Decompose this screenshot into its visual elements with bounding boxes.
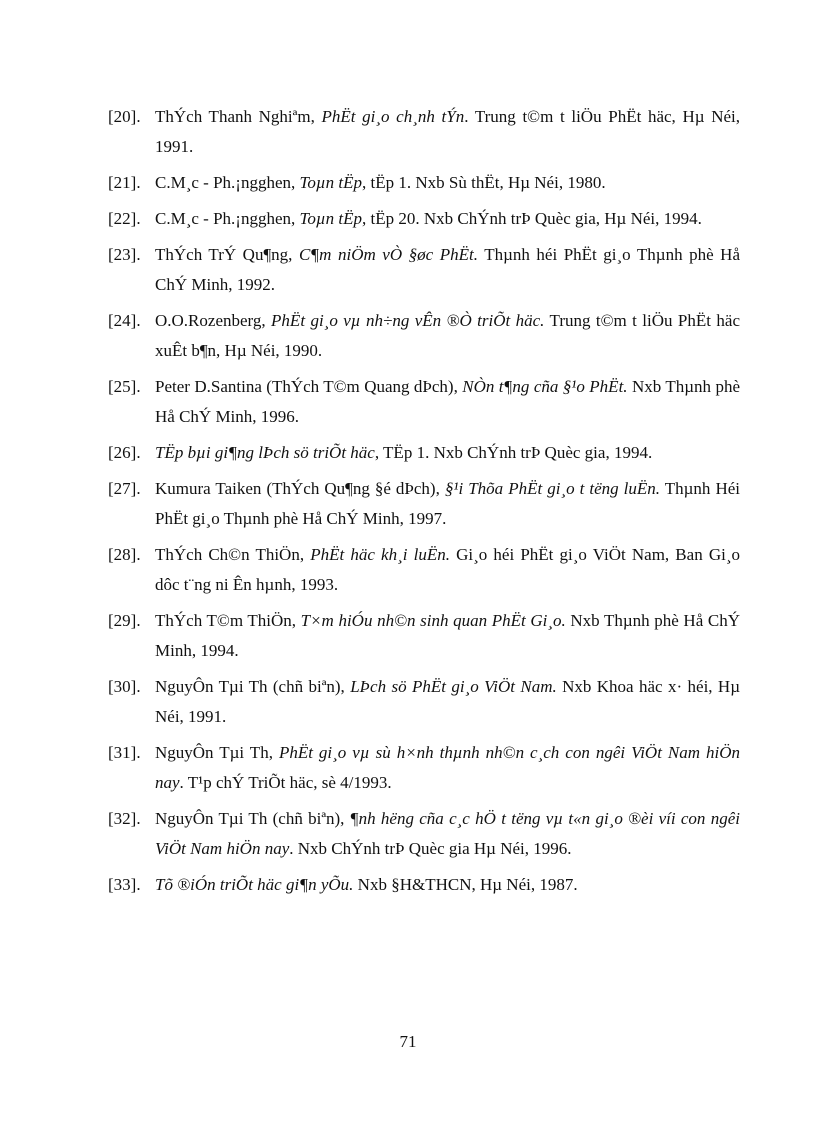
reference-text — [155, 173, 606, 192]
reference-title: PhËt gi¸o ch¸nh tÝn — [321, 107, 465, 126]
reference-title: §¹i Thõa PhËt gi¸o t tëng luËn. — [444, 479, 661, 498]
reference-title: C¶m niÖm vÒ §øc PhËt. — [298, 245, 478, 264]
reference-number: [30]. — [108, 677, 141, 696]
reference-number: [29]. — [108, 611, 141, 630]
reference-item — [108, 240, 740, 300]
reference-title: NÒn t¶ng cña §¹o PhËt. — [462, 377, 628, 396]
reference-publication: . T¹p chÝ TriÕt häc, sè 4/1993. — [179, 773, 392, 792]
reference-publication: Nxb Thµnh phè Hå ChÝ Minh, 1994. — [155, 611, 740, 660]
reference-number: [20]. — [108, 107, 141, 126]
reference-number: [27]. — [108, 479, 141, 498]
reference-publication: Gi¸o héi PhËt gi¸o ViÖt Nam, Ban Gi¸o dôc t¨ng ni Ên hµnh, 1993. — [155, 545, 740, 594]
reference-title: TËp bµi gi¶ng lÞch sö triÕt häc — [155, 443, 375, 462]
reference-number: [22]. — [108, 209, 141, 228]
reference-item — [108, 204, 740, 234]
reference-item — [108, 606, 740, 666]
reference-text — [155, 611, 740, 660]
reference-author: ThÝch Thanh Nghiªm, — [155, 107, 322, 126]
reference-item — [108, 168, 740, 198]
reference-number: [23]. — [108, 245, 141, 264]
reference-text — [155, 209, 702, 228]
reference-item — [108, 306, 740, 366]
reference-number: [24]. — [108, 311, 141, 330]
reference-publication: . Trung t©m t liÖu PhËt häc, Hµ Néi, 1991. — [155, 107, 740, 156]
reference-item — [108, 870, 740, 900]
reference-author: NguyÔn Tµi Th (chñ biªn), — [155, 809, 350, 828]
reference-title: PhËt gi¸o vµ sù h×nh thµnh nh©n c¸ch con ngêi ViÖt Nam hiÖn nay — [155, 743, 741, 792]
reference-title: ¶nh hëng cña c¸c hÖ t tëng vµ t«n gi¸o ®èi víi con ngêi ViÖt Nam hiÖn nay — [155, 809, 740, 858]
reference-author: NguyÔn Tµi Th (chñ biªn), — [155, 677, 351, 696]
reference-text — [155, 743, 740, 792]
reference-text — [155, 245, 740, 294]
reference-number: [33]. — [108, 875, 141, 894]
reference-author: Kumura Taiken (ThÝch Qu¶ng §é dÞch), — [155, 479, 445, 498]
reference-number: [21]. — [108, 173, 141, 192]
reference-item — [108, 372, 740, 432]
reference-number: [32]. — [108, 809, 141, 828]
reference-number: [25]. — [108, 377, 141, 396]
reference-list — [108, 102, 740, 906]
reference-title: PhËt gi¸o vµ nh÷ng vÊn ®Ò triÕt häc. — [271, 311, 545, 330]
reference-publication: Thµnh héi PhËt gi¸o Thµnh phè Hå ChÝ Minh, 1992. — [155, 245, 740, 294]
reference-item — [108, 102, 740, 162]
reference-title: LÞch sö PhËt gi¸o ViÖt Nam. — [350, 677, 557, 696]
reference-item — [108, 474, 740, 534]
reference-number: [31]. — [108, 743, 141, 762]
reference-title: Toµn tËp — [299, 173, 363, 192]
reference-author: C.M¸c - Ph.¡ngghen, — [155, 173, 300, 192]
reference-publication: Nxb §H&THCN, Hµ Néi, 1987. — [353, 875, 578, 894]
reference-text — [155, 107, 740, 156]
reference-item — [108, 540, 740, 600]
reference-author: ThÝch TrÝ Qu¶ng, — [155, 245, 299, 264]
reference-text — [155, 809, 740, 858]
reference-author: C.M¸c - Ph.¡ngghen, — [155, 209, 300, 228]
reference-text — [155, 875, 578, 894]
reference-text — [155, 479, 740, 528]
reference-publication: , tËp 1. Nxb Sù thËt, Hµ Néi, 1980. — [362, 173, 606, 192]
reference-title: T×m hiÓu nh©n sinh quan PhËt Gi¸o. — [300, 611, 566, 630]
reference-item — [108, 672, 740, 732]
reference-author: O.O.Rozenberg, — [155, 311, 272, 330]
reference-author: NguyÔn Tµi Th, — [155, 743, 279, 762]
reference-text — [155, 545, 740, 594]
reference-publication: Nxb Khoa häc x· héi, Hµ Néi, 1991. — [155, 677, 740, 726]
reference-number: [26]. — [108, 443, 141, 462]
reference-author: ThÝch Ch©n ThiÖn, — [155, 545, 311, 564]
reference-publication: . Nxb ChÝnh trÞ Quèc gia Hµ Néi, 1996. — [289, 839, 572, 858]
reference-author: Peter D.Santina (ThÝch T©m Quang dÞch), — [155, 377, 463, 396]
reference-title: PhËt häc kh¸i luËn. — [310, 545, 450, 564]
reference-item — [108, 438, 740, 468]
reference-publication: Thµnh Héi PhËt gi¸o Thµnh phè Hå ChÝ Minh, 1997. — [155, 479, 741, 528]
reference-text — [155, 311, 740, 360]
reference-number: [28]. — [108, 545, 141, 564]
reference-publication: , tËp 20. Nxb ChÝnh trÞ Quèc gia, Hµ Néi, 1994. — [362, 209, 702, 228]
reference-item — [108, 738, 740, 798]
reference-publication: , TËp 1. Nxb ChÝnh trÞ Quèc gia, 1994. — [374, 443, 653, 462]
reference-text — [155, 443, 652, 462]
reference-publication: Trung t©m t liÖu PhËt häc xuÊt b¶n, Hµ Néi, 1990. — [155, 311, 740, 360]
reference-text — [155, 677, 740, 726]
reference-text — [155, 377, 740, 426]
reference-publication: Nxb Thµnh phè Hå ChÝ Minh, 1996. — [155, 377, 740, 426]
reference-author: ThÝch T©m ThiÖn, — [155, 611, 301, 630]
reference-title: Tõ ®iÓn triÕt häc gi¶n yÕu. — [155, 875, 354, 894]
reference-item — [108, 804, 740, 864]
reference-title: Toµn tËp — [299, 209, 363, 228]
page-number: 71 — [399, 1032, 417, 1051]
